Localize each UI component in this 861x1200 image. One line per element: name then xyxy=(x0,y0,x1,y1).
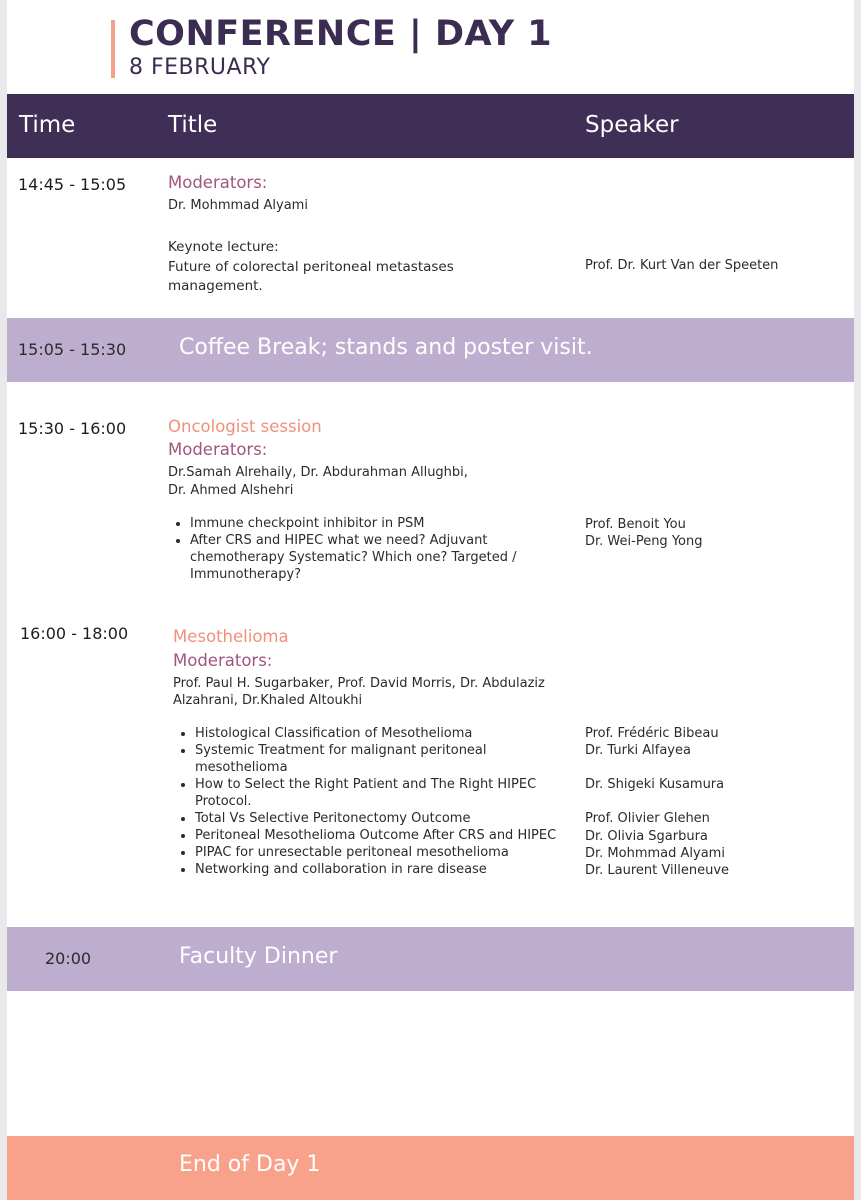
session-2-moderators-line2: Dr. Ahmed Alshehri xyxy=(168,483,294,498)
session-1-keynote-line2: management. xyxy=(168,278,263,294)
list-item: • Histological Classification of Mesothelioma xyxy=(195,725,571,742)
column-speaker: Speaker xyxy=(585,112,679,138)
title-accent-bar xyxy=(111,20,115,78)
list-item: • PIPAC for unresectable peritoneal mesothelioma xyxy=(195,844,571,861)
session-3-talk-list xyxy=(173,725,571,878)
list-item: • Immune checkpoint inhibitor in PSM xyxy=(190,515,550,532)
program-page xyxy=(7,0,854,1200)
list-item: • After CRS and HIPEC what we need? Adjuvant chemotherapy Systematic? Which one? Targeted / Immunotherapy? xyxy=(190,532,550,583)
session-1-keynote-line1: Future of colorectal peritoneal metastases xyxy=(168,259,454,275)
session-3-moderators-line1: Prof. Paul H. Sugarbaker, Prof. David Morris, Dr. Abdulaziz xyxy=(173,676,545,691)
session-2-moderators-label: Moderators: xyxy=(168,440,268,459)
session-3-speaker-6: Dr. Mohmmad Alyami xyxy=(585,846,725,861)
list-item: • Systemic Treatment for malignant peritoneal mesothelioma xyxy=(195,742,571,776)
end-of-day-band xyxy=(7,1136,854,1200)
session-3-speaker-5: Dr. Olivia Sgarbura xyxy=(585,829,708,844)
list-item: • How to Select the Right Patient and The Right HIPEC Protocol. xyxy=(195,776,571,810)
coffee-break-band xyxy=(7,318,854,382)
session-1-moderators: Dr. Mohmmad Alyami xyxy=(168,198,308,213)
session-2-name: Oncologist session xyxy=(168,417,322,436)
session-3-moderators-label: Moderators: xyxy=(173,651,273,670)
page-date: 8 FEBRUARY xyxy=(129,55,271,80)
session-3-speaker-7: Dr. Laurent Villeneuve xyxy=(585,863,730,878)
session-3-time: 16:00 - 18:00 xyxy=(20,624,129,643)
faculty-dinner-time: 20:00 xyxy=(45,949,92,968)
session-2-speaker-2: Dr. Wei-Peng Yong xyxy=(585,534,703,549)
coffee-break-time: 15:05 - 15:30 xyxy=(18,340,127,359)
page-title: CONFERENCE | DAY 1 xyxy=(129,14,553,54)
session-3-name: Mesothelioma xyxy=(173,627,289,646)
session-3-moderators-line2: Alzahrani, Dr.Khaled Altoukhi xyxy=(173,693,363,708)
faculty-dinner-label: Faculty Dinner xyxy=(179,944,338,969)
session-3-speaker-3: Dr. Shigeki Kusamura xyxy=(585,777,725,792)
session-1-keynote-label: Keynote lecture: xyxy=(168,239,279,255)
table-header xyxy=(7,94,854,158)
session-3-speaker-4: Prof. Olivier Glehen xyxy=(585,811,710,826)
session-1-time: 14:45 - 15:05 xyxy=(18,175,127,194)
faculty-dinner-band xyxy=(7,927,854,991)
session-2-talk-list xyxy=(168,515,550,583)
session-1-speaker: Prof. Dr. Kurt Van der Speeten xyxy=(585,258,779,273)
column-title: Title xyxy=(168,112,218,138)
session-3-speaker-1: Prof. Frédéric Bibeau xyxy=(585,726,719,741)
column-time: Time xyxy=(19,112,76,138)
list-item: • Peritoneal Mesothelioma Outcome After CRS and HIPEC xyxy=(195,827,571,844)
list-item: • Total Vs Selective Peritonectomy Outcome xyxy=(195,810,571,827)
session-2-moderators-line1: Dr.Samah Alrehaily, Dr. Abdurahman Allughbi, xyxy=(168,465,468,480)
end-of-day-label: End of Day 1 xyxy=(179,1152,321,1177)
coffee-break-label: Coffee Break; stands and poster visit. xyxy=(179,335,593,360)
list-item: • Networking and collaboration in rare disease xyxy=(195,861,571,878)
session-2-time: 15:30 - 16:00 xyxy=(18,419,127,438)
session-1-moderators-label: Moderators: xyxy=(168,173,268,192)
session-3-speaker-2: Dr. Turki Alfayea xyxy=(585,743,691,758)
session-2-speaker-1: Prof. Benoit You xyxy=(585,517,686,532)
